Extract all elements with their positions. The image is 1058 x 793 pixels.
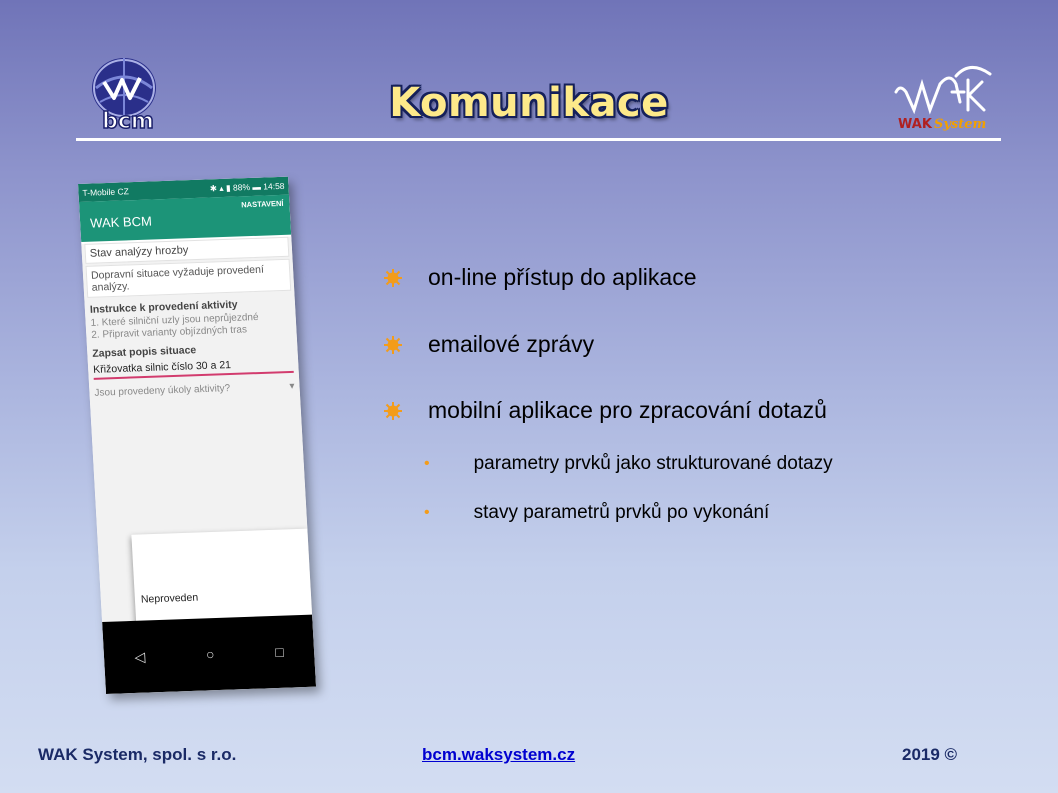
dot-bullet-icon: • (424, 504, 430, 521)
battery-icon: ▬ (249, 181, 264, 192)
settings-button[interactable]: NASTAVENÍ (240, 198, 284, 210)
bullet-text: emailové zprávy (428, 331, 595, 357)
dot-bullet-icon: • (424, 455, 430, 472)
title-divider (76, 138, 1001, 141)
bullet-item (384, 397, 827, 424)
form-content (81, 237, 312, 624)
bcm-logo-text: bcm (102, 109, 154, 134)
sub-bullet-text: parametry prvků jako strukturované dotazy (473, 453, 833, 474)
describe-label: Zapsat popis situace (92, 344, 197, 360)
bullet-text: mobilní aplikace pro zpracování dotazů (428, 397, 827, 423)
phone-screenshot (76, 176, 308, 706)
android-nav-bar (102, 615, 316, 694)
footer-website-link[interactable]: bcm.waksystem.cz (422, 745, 576, 764)
app-title: WAK BCM (89, 213, 153, 231)
home-icon[interactable]: ○ (205, 646, 215, 663)
done-select-label: Jsou provedeny úkoly aktivity? (94, 383, 231, 399)
sun-bullet-icon (384, 402, 402, 420)
wak-system-logo (890, 62, 1006, 136)
describe-input[interactable]: Křižovatka silnic číslo 30 a 21 (93, 357, 294, 380)
chevron-down-icon: ▾ (289, 380, 295, 393)
battery-label: 88% (232, 181, 251, 193)
bullet-text: on-line přístup do aplikace (428, 264, 697, 290)
clock-label: 14:58 (262, 180, 285, 192)
instruction-item: 2. Připravit varianty objízdných tras (91, 324, 248, 341)
sub-bullet-item (424, 453, 833, 475)
slide-title: Komunikace (389, 80, 669, 126)
signal-icon: ✱ ▴ ▮ (209, 182, 234, 193)
footer-year: 2019 © (902, 745, 958, 764)
system-logo-text: System (934, 117, 987, 132)
bullet-item (384, 264, 697, 291)
carrier-label: T-Mobile CZ (82, 186, 130, 198)
bullet-item (384, 331, 594, 358)
recent-apps-icon[interactable]: □ (274, 643, 285, 661)
done-select[interactable] (94, 381, 295, 399)
instruction-item: 1. Které silniční uzly jsou neprůjezdné (90, 311, 259, 329)
sun-bullet-icon (384, 269, 402, 287)
instructions-label: Instrukce k provedení aktivity (89, 298, 238, 316)
state-value: Dopravní situace vyžaduje provedení analýzy. (86, 259, 292, 298)
wak-logo-text: WAK (898, 117, 932, 132)
state-label: Stav analýzy hrozby (84, 237, 289, 264)
sub-bullet-text: stavy parametrů prvků po vykonání (473, 502, 770, 523)
back-icon[interactable]: ◁ (133, 648, 146, 665)
phone-screen (78, 177, 316, 694)
footer-company: WAK System, spol. s r.o. (38, 745, 237, 764)
sun-bullet-icon (384, 336, 402, 354)
app-bar (79, 195, 291, 242)
sub-bullet-item (424, 502, 769, 524)
option-neproveden[interactable]: Neproveden (140, 591, 199, 606)
